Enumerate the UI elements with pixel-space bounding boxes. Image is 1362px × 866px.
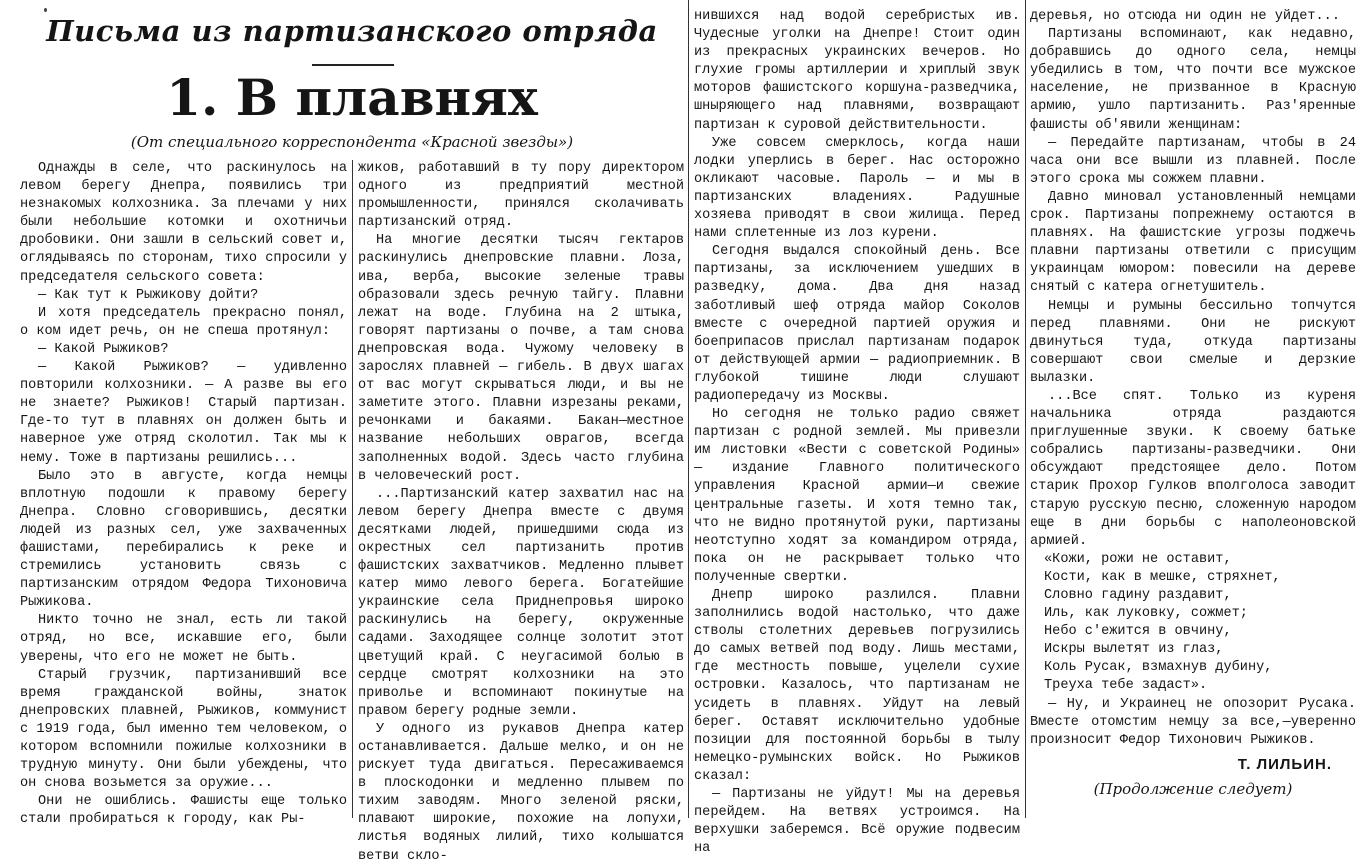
poem-line: Треуха тебе задаст».: [1044, 678, 1208, 694]
column-4: [1030, 8, 1356, 818]
byline: (От специального корреспондента «Красной звезды»): [130, 133, 574, 151]
paragraph: — Партизаны не уйдут! Мы на деревья перейдем. На ветвях устроимся. На верхушки заберемся. Всё оружие подвесим на: [694, 787, 1020, 857]
paragraph: ...Партизанский катер захватил нас на левом берегу Днепра вместе с двумя десятками людей, пришедшими сюда из окрестных сел партизанить против фашистских захватчиков. Медленно плывет катер мимо левого берега. Богатейшие украинские села Приднепровья широко раскинулись на берегу, окруженные садами. Заходящее солнце золотит этот цветущий край. С неугасимой болью в сердце смотрят колхозники на это приволье и вспоминают покинутые на правом берегу родные земли.: [358, 486, 684, 719]
paragraph: нившихся над водой серебристых ив. Чудесные уголки на Днепре! Стоит один из прекрасных украинских вечеров. Но глухие громы артиллерии и хриплый звук моторов фашистского коршуна-разведчика, шныряющего над плавнями, возвращают партизан к суровой действительности.: [694, 9, 1020, 133]
paragraph: Давно миновал установленный немцами срок. Партизаны попрежнему остаются в плавнях. На фашистские угрозы поджечь плавни партизаны ответили с присущим украинцам юмором: повесили на дереве снятый с катера огнетушитель.: [1030, 189, 1356, 296]
paragraph: Никто точно не знал, есть ли такой отряд, но все, искавшие его, были уверены, что его не может не быть.: [20, 613, 347, 665]
paragraph: Было это в августе, когда немцы вплотную подошли к правому берегу Днепра. Словно сговорившись, десятки людей из разных сел, уже захваченных фашистами, перебирались к реке и стремились установить связь с партизанским отрядом Федора Тихоновича Рыжикова.: [20, 468, 347, 611]
paragraph: Но сегодня не только радио свяжет партизан с родной землей. Мы привезли им листовки «Вести с советской Родины» — издание Главного политического управления Красной армии—и свежие центральные газеты. И хотя темно так, что не видно протянутой руки, партизаны неотступно ходят за командиром отряда, пока он не раскрывает только что полученные свертки.: [694, 407, 1020, 585]
poem-line: Иль, как луковку, сожмет;: [1044, 606, 1248, 622]
title-divider: [312, 64, 394, 66]
paragraph: — Какой Рыжиков? — удивленно повторили колхозники. — А разве вы его не знаете? Рыжиков! Старый партизан. Где-то тут в плавнях он должен быть и наверное уже отряд сколотил. Так мы к нему. Тоже в партизаны решились...: [20, 360, 347, 466]
paragraph: деревья, но отсюда ни один не уйдет...: [1030, 9, 1340, 24]
paragraph: — Передайте партизанам, чтобы в 24 часа они все вышли из плавней. После этого срока мы сожжем плавни.: [1030, 135, 1356, 187]
paragraph: Старый грузчик, партизанивший все время гражданской войны, знаток днепровских плавней, Рыжиков, коммунист с 1919 года, был именно тем человеком, о котором вспомнили пожилые колхозники в трудную минуту. Они были убеждены, что он снова возьмется за оружие...: [20, 667, 347, 792]
article-header: [20, 0, 684, 160]
column-1: [20, 160, 347, 828]
paragraph: — Какой Рыжиков?: [38, 341, 169, 357]
series-title: Письма из партизанского отряда: [46, 14, 658, 48]
paragraph: И хотя председатель прекрасно понял, о ком идет речь, он не спеша протянул:: [20, 305, 347, 339]
paragraph: жиков, работавший в ту пору директором одного из предприятий местной промышленности, принялся сколачивать партизанский отряд.: [358, 161, 684, 231]
column-rule: [352, 160, 353, 818]
poem-line: Словно гадину раздавит,: [1044, 588, 1232, 603]
paragraph: — Ну, и Украинец не опозорит Русака. Вместе отомстим немцу за все,—уверенно произносит Федор Тихонович Рыжиков.: [1030, 696, 1356, 748]
paragraph: У одного из рукавов Днепра катер останавливается. Дальше мелко, и он не рискует туда двигаться. Пересаживаемся в плоскодонки и медленно плывем по тихим заводям. Много зеленой ряски, плавают широкие, похожие на лопухи, листья водяных лилий, тихо колышатся ветви скло-: [358, 721, 684, 864]
paragraph: — Как тут к Рыжикову дойти?: [38, 287, 259, 303]
poem-line: Небо с'ежится в овчину,: [1044, 624, 1232, 640]
author-signature: Т. ЛИЛЬИН.: [1237, 755, 1332, 773]
paragraph: Сегодня выдался спокойный день. Все партизаны, за исключением ушедших в разведку, дома. Два дня назад заботливый шеф отряда майор Соколов вместе с очередной партией оружия и боеприпасов прислал партизанам подарок от действующей армии — радиоприемник. В глубокой тишине люди слушают радиопередачу из Москвы.: [694, 244, 1020, 404]
poem-line: «Кожи, рожи не оставит,: [1044, 551, 1232, 567]
column-rule: [1025, 0, 1026, 818]
column-2: [358, 160, 684, 864]
continuation-note: (Продолжение следует): [1093, 779, 1293, 798]
paragraph: Они не ошиблись. Фашисты еще только стали пробираться к городу, как Ры-: [20, 794, 347, 828]
poem-line: Коль Русак, взмахнув дубину,: [1044, 660, 1273, 676]
paragraph: ...Все спят. Только из куреня начальника отряда раздаются приглушенные звуки. К своему батьке собрались партизаны-разведчики. Они обсуждают предстоящее дело. Потом старик Прохор Гулков вполголоса заводит старую русскую песню, сложенную народом еще в дни борьбы с наполеоновской армией.: [1030, 388, 1356, 549]
paragraph: На многие десятки тысяч гектаров раскинулись днепровские плавни. Лоза, ива, верба, высокие зеленые травы образовали здесь речную тайгу. Плавни лежат на воде. Глубина на 2 штыка, говорят партизаны о почве, а там снова днепровская вода. Чужому человеку в зарослях плавней — гибель. В двух шагах от вас могут скрываться люди, и вы не заметите этого. Плавни изрезаны реками, речонками и бакаями. Бакан—местное название небольших оврагов, всегда заполненных водой. Здесь часто глубина в человеческий рост.: [358, 233, 684, 484]
poem-line: Кости, как в мешке, стряхнет,: [1044, 569, 1281, 585]
column-3: [694, 8, 1020, 857]
poem-line: Искры вылетят из глаз,: [1044, 642, 1224, 658]
headline: 1. В плавнях: [166, 68, 538, 127]
paragraph: Немцы и румыны бессильно топчутся перед плавнями. Они не рискуют двинуться туда, откуда партизаны совершают свои смелые и дерзкие вылазки.: [1030, 298, 1356, 386]
paragraph: Днепр широко разлился. Плавни заполнились водой настолько, что даже стволы столетних деревьев погрузились до самых ветвей под воду. Лишь местами, где местность повыше, уцелели сухие островки. Казалось, что партизанам не усидеть в плавнях. Уйдут на левый берег. Оставят исключительно удобные позиции для постоянной борьбы в тылу немецко-румынских войск. Но Рыжиков сказал:: [694, 588, 1020, 784]
column-rule: [688, 0, 689, 818]
paragraph: Уже совсем смерклось, когда наши лодки уперлись в берег. Нас осторожно окликают часовые. Пароль — и мы в партизанских владениях. Радушные хозяева приводят в свои жилища. Перед нами сплетенные из лоз курени.: [694, 135, 1020, 242]
paragraph: Партизаны вспоминают, как недавно, добравшись до одного села, немцы убедились в том, что почти все мужское население, не призванное в Красную армию, ушло партизанить. Раз'яренные фашисты об'явили женщинам:: [1030, 27, 1356, 133]
paragraph: Однажды в селе, что раскинулось на левом берегу Днепра, появились три незнакомых колхозника. За плечами у них были небольшие котомки и охотничьи дробовики. Они зашли в сельский совет и, оглядываясь по сторонам, тихо спросили у председателя сельского совета:: [20, 161, 347, 285]
poem-quote: [1044, 551, 1356, 696]
